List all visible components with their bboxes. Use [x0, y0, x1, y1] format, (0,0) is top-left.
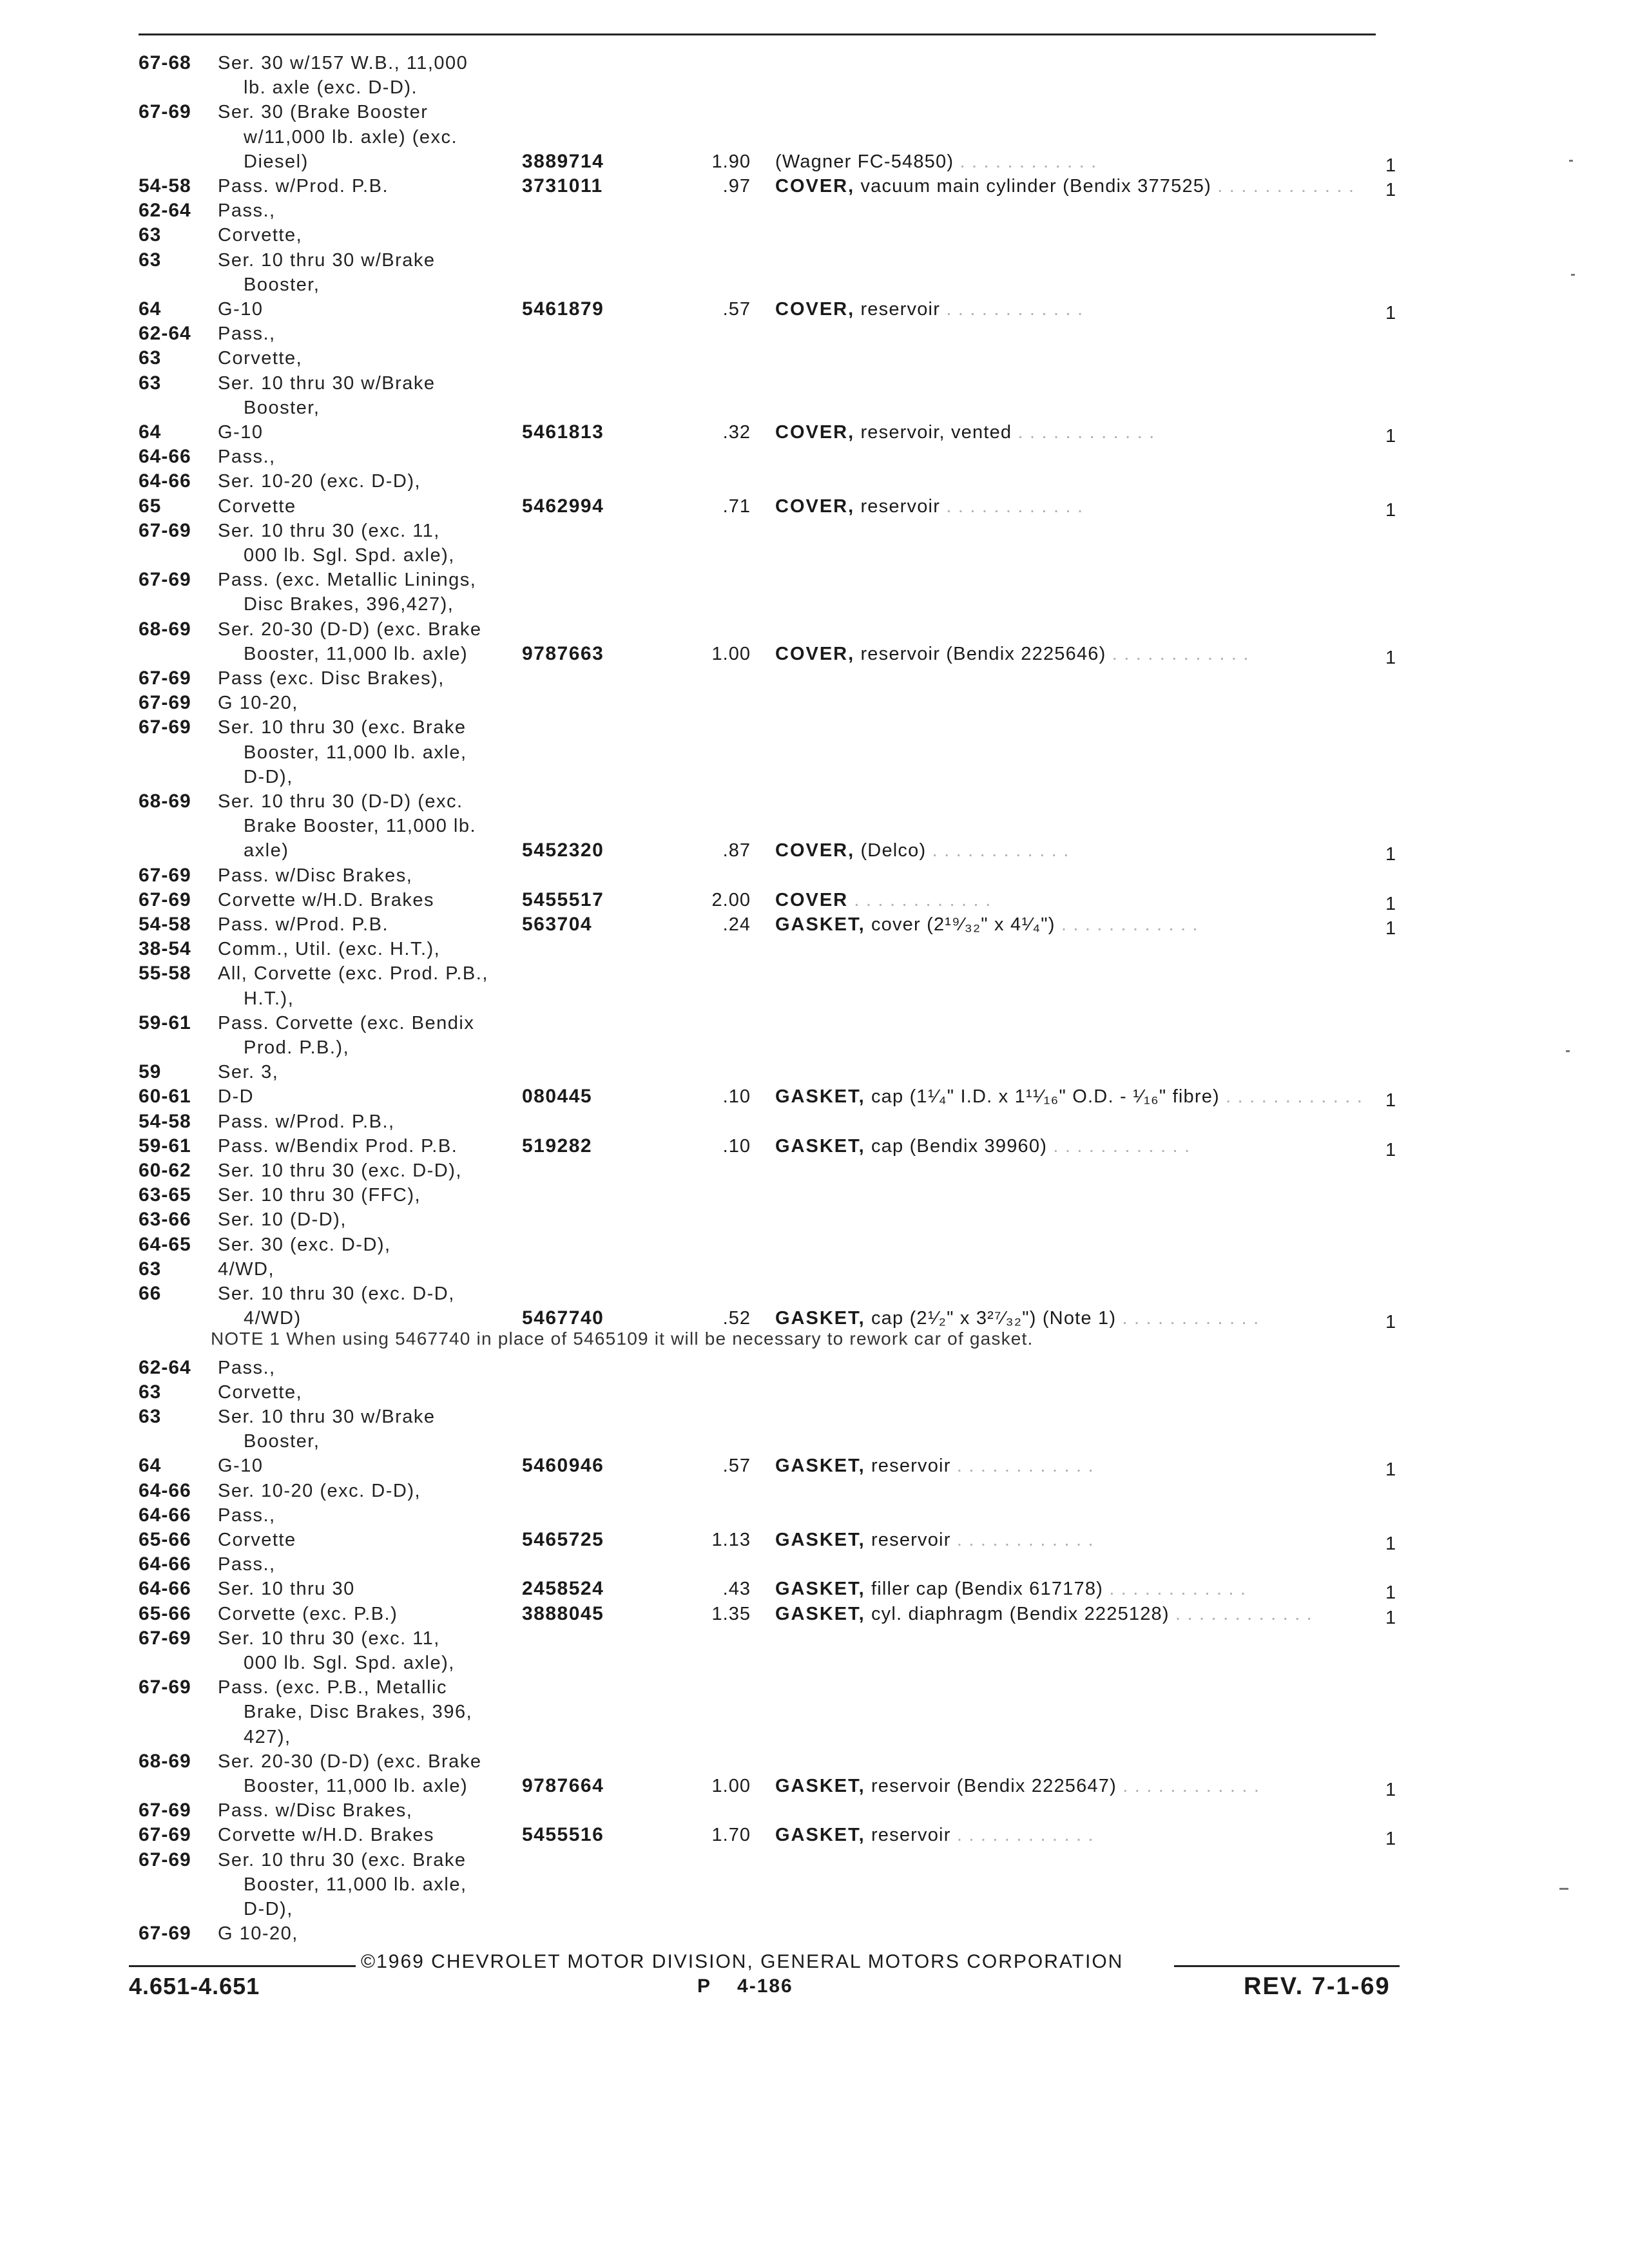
part-name [775, 840, 1069, 861]
part-detail: reservoir [871, 1825, 951, 1846]
application-text: Ser. 10-20 (exc. D-D), [218, 1480, 421, 1501]
part-name [775, 1136, 1190, 1157]
part-name-label: COVER, [775, 422, 855, 443]
application-text: Pass., [218, 1554, 276, 1575]
part-detail: vacuum main cylinder (Bendix 377525) [860, 176, 1211, 197]
model-years: 67-69 [139, 1923, 191, 1945]
application-text: All, Corvette (exc. Prod. P.B., [218, 963, 488, 985]
list-price: 1.00 [711, 643, 751, 664]
application-text: Ser. 10 thru 30 w/Brake [218, 372, 436, 394]
part-name-label: GASKET, [775, 1603, 865, 1624]
list-price: 1.35 [711, 1603, 751, 1624]
page-number: 4-186 [737, 1975, 793, 1997]
quantity: 1 [1385, 1139, 1396, 1160]
model-years: 64-66 [139, 446, 191, 468]
margin-speck [1559, 1888, 1568, 1890]
part-detail: (Delco) [860, 840, 927, 861]
model-years: 68-69 [139, 618, 191, 640]
part-name-label: GASKET, [775, 1825, 865, 1846]
model-years: 66 [139, 1283, 162, 1304]
application-text: axle) [244, 840, 289, 861]
model-years: 63-65 [139, 1184, 191, 1206]
part-detail: reservoir (Bendix 2225647) [871, 1776, 1117, 1796]
application-text: D-D), [244, 766, 293, 787]
list-price: .57 [722, 299, 751, 320]
application-text: 000 lb. Sgl. Spd. axle), [244, 1653, 455, 1673]
model-years: 62-64 [139, 323, 191, 345]
application-text: Pass. (exc. Metallic Linings, [218, 570, 477, 591]
part-number: 5461813 [522, 421, 604, 443]
copyright-text: ©1969 CHEVROLET MOTOR DIVISION, GENERAL MOTORS CORPORATION [361, 1951, 1124, 1972]
part-number: 9787664 [522, 1775, 604, 1796]
quantity: 1 [1385, 1780, 1396, 1800]
list-price: .24 [722, 914, 751, 935]
list-price: .71 [722, 495, 751, 517]
application-text: G 10-20, [218, 693, 298, 714]
model-years: 67-69 [139, 569, 191, 591]
list-price: 1.90 [711, 151, 751, 172]
part-number: 5461879 [522, 298, 604, 320]
part-detail: reservoir [860, 299, 941, 320]
model-years: 65-66 [139, 1602, 191, 1624]
model-years: 63 [139, 1258, 162, 1280]
leader-dots: . . . . . . . . . . . . [1055, 914, 1199, 935]
model-years: 54-58 [139, 1110, 191, 1132]
quantity: 1 [1385, 893, 1396, 914]
model-years: 63 [139, 347, 162, 369]
part-detail: reservoir (Bendix 2225646) [860, 643, 1106, 664]
model-years: 64-66 [139, 1504, 191, 1526]
application-text: Diesel) [244, 151, 309, 172]
application-text: Ser. 10 thru 30 (exc. Brake [218, 1849, 467, 1870]
application-text: Corvette, [218, 1381, 303, 1403]
application-text: 4/WD, [218, 1258, 275, 1280]
application-text: Booster, [244, 274, 320, 295]
part-detail: reservoir [871, 1530, 951, 1550]
application-text: Pass. (exc. P.B., Metallic [218, 1677, 447, 1698]
part-detail: cover (2¹⁹⁄₃₂" x 4¹⁄₄") [871, 914, 1055, 935]
revision-date: REV. 7-1-69 [1244, 1973, 1391, 2000]
footnote: NOTE 1 When using 5467740 in place of 5465109 it will be necessary to rework car of gasket. [211, 1329, 1034, 1349]
part-name [775, 914, 1199, 936]
part-detail: cyl. diaphragm (Bendix 2225128) [871, 1603, 1170, 1624]
list-price: .97 [722, 176, 751, 197]
application-text: w/11,000 lb. axle) (exc. [244, 126, 458, 148]
list-price: .10 [722, 1086, 751, 1108]
leader-dots: . . . . . . . . . . . . [950, 1825, 1094, 1846]
page-letter: P [697, 1975, 712, 1997]
application-text: Ser. 10 thru 30 w/Brake [218, 1407, 436, 1427]
model-years: 67-69 [139, 1824, 191, 1846]
application-text: Ser. 30 w/157 W.B., 11,000 [218, 53, 468, 73]
part-name [775, 1825, 1094, 1846]
part-name-label: GASKET, [775, 1086, 865, 1108]
quantity: 1 [1385, 499, 1396, 521]
model-years: 55-58 [139, 963, 191, 985]
application-text: Pass., [218, 1504, 276, 1526]
application-text: Ser. 10 thru 30 (exc. Brake [218, 717, 467, 738]
quantity: 1 [1385, 844, 1396, 865]
part-name [775, 151, 1097, 173]
part-number: 9787663 [522, 642, 604, 664]
margin-speck [1566, 1050, 1570, 1052]
part-name [775, 1086, 1363, 1108]
application-text: Ser. 10 thru 30 (FFC), [218, 1185, 421, 1206]
model-years: 60-61 [139, 1086, 191, 1108]
leader-dots: . . . . . . . . . . . . [1103, 1579, 1247, 1600]
application-text: Booster, 11,000 lb. axle) [244, 1776, 468, 1796]
part-name-label: COVER, [775, 495, 855, 517]
model-years: 63 [139, 1406, 162, 1427]
model-years: 59-61 [139, 1135, 191, 1157]
application-text: Ser. 10 thru 30 [218, 1579, 355, 1600]
application-text: Ser. 30 (Brake Booster [218, 102, 429, 123]
part-number: 5467740 [522, 1307, 604, 1329]
page-reference [697, 1975, 793, 1997]
model-years: 68-69 [139, 791, 191, 812]
part-name [775, 1776, 1260, 1797]
model-years: 63 [139, 224, 162, 246]
model-years: 68-69 [139, 1750, 191, 1772]
application-text: Ser. 30 (exc. D-D), [218, 1234, 391, 1255]
part-name-label: COVER, [775, 840, 855, 861]
leader-dots: . . . . . . . . . . . . [1169, 1603, 1313, 1624]
part-number: 2458524 [522, 1578, 604, 1600]
leader-dots: . . . . . . . . . . . . [940, 495, 1084, 517]
part-name [775, 1456, 1094, 1477]
part-name-label: COVER, [775, 643, 855, 664]
application-text: Corvette, [218, 348, 303, 369]
application-text: Disc Brakes, 396,427), [244, 594, 454, 615]
part-name-label: COVER [775, 889, 849, 910]
application-text: Prod. P.B.), [244, 1037, 350, 1058]
part-name-label: GASKET, [775, 1579, 865, 1600]
list-price: 1.13 [711, 1530, 751, 1550]
model-years: 67-69 [139, 864, 191, 886]
leader-dots: . . . . . . . . . . . . [940, 299, 1084, 320]
application-text: 4/WD) [244, 1308, 302, 1329]
model-years: 67-69 [139, 1849, 191, 1870]
footer-rule-left [129, 1965, 356, 1967]
part-name [775, 496, 1083, 517]
section-number: 4.651-4.651 [129, 1973, 260, 1999]
application-text: Corvette [218, 495, 296, 517]
model-years: 63 [139, 1381, 162, 1403]
list-price: .57 [722, 1456, 751, 1477]
model-years: 64 [139, 298, 162, 320]
model-years: 64-66 [139, 470, 191, 492]
application-text: Ser. 10-20 (exc. D-D), [218, 471, 421, 492]
part-number: 080445 [522, 1086, 593, 1108]
quantity: 1 [1385, 647, 1396, 668]
part-name [775, 1530, 1094, 1551]
application-text: Pass., [218, 200, 276, 222]
quantity: 1 [1385, 918, 1396, 939]
model-years: 67-69 [139, 519, 191, 541]
part-detail: reservoir, vented [860, 422, 1012, 443]
part-name-label: GASKET, [775, 914, 865, 935]
model-years: 54-58 [139, 175, 191, 197]
model-years: 67-69 [139, 716, 191, 738]
part-name [775, 1604, 1313, 1625]
part-number: 3888045 [522, 1602, 604, 1624]
part-name-label: GASKET, [775, 1308, 865, 1329]
part-number: 5460946 [522, 1455, 604, 1477]
model-years: 38-54 [139, 938, 191, 960]
leader-dots: . . . . . . . . . . . . [1116, 1308, 1260, 1329]
part-detail: cap (Bendix 39960) [871, 1135, 1048, 1157]
application-text: Corvette (exc. P.B.) [218, 1603, 398, 1624]
leader-dots: . . . . . . . . . . . . [854, 889, 992, 910]
application-text: Pass (exc. Disc Brakes), [218, 668, 445, 689]
list-price: 2.00 [711, 889, 751, 910]
part-name [775, 176, 1354, 197]
model-years: 63 [139, 249, 162, 271]
leader-dots: . . . . . . . . . . . . [1219, 1086, 1364, 1108]
model-years: 64-65 [139, 1233, 191, 1255]
application-text: Corvette w/H.D. Brakes [218, 1825, 434, 1846]
model-years: 67-69 [139, 1800, 191, 1821]
part-detail: reservoir [860, 495, 941, 517]
part-number: 563704 [522, 914, 593, 935]
application-text: Corvette, [218, 225, 303, 246]
footer-rule-right [1174, 1965, 1400, 1967]
application-text: Pass. w/Prod. P.B. [218, 914, 389, 935]
part-number: 519282 [522, 1135, 593, 1157]
list-price: .32 [722, 422, 751, 443]
list-price: .87 [722, 840, 751, 861]
application-text: Corvette w/H.D. Brakes [218, 889, 434, 910]
quantity: 1 [1385, 1607, 1396, 1628]
leader-dots: . . . . . . . . . . . . [950, 1530, 1094, 1550]
part-name-label: GASKET, [775, 1530, 865, 1550]
application-text: Booster, [244, 397, 320, 418]
quantity: 1 [1385, 1533, 1396, 1554]
application-text: Pass. w/Prod. P.B. [218, 176, 389, 197]
part-name-label: GASKET, [775, 1456, 865, 1477]
model-years: 54-58 [139, 914, 191, 935]
part-name-label: COVER, [775, 176, 855, 197]
part-number: 5452320 [522, 840, 604, 861]
part-number: 5455516 [522, 1824, 604, 1846]
part-detail: filler cap (Bendix 617178) [871, 1579, 1104, 1600]
leader-dots: . . . . . . . . . . . . [926, 840, 1070, 861]
part-name-label: GASKET, [775, 1776, 865, 1796]
application-text: Pass. w/Prod. P.B., [218, 1111, 395, 1132]
part-number: 3731011 [522, 175, 603, 197]
quantity: 1 [1385, 1582, 1396, 1604]
model-years: 59 [139, 1061, 162, 1083]
application-text: Brake, Disc Brakes, 396, [244, 1702, 473, 1723]
model-years: 65 [139, 495, 162, 517]
application-text: Ser. 10 thru 30 (exc. 11, [218, 520, 440, 541]
application-text: Pass. w/Disc Brakes, [218, 865, 413, 886]
model-years: 67-69 [139, 1627, 191, 1649]
leader-dots: . . . . . . . . . . . . [1012, 422, 1155, 443]
part-number: 3889714 [522, 150, 604, 172]
model-years: 67-69 [139, 101, 191, 123]
application-text: Booster, 11,000 lb. axle, [244, 742, 467, 763]
leader-dots: . . . . . . . . . . . . [950, 1456, 1094, 1477]
application-text: Brake Booster, 11,000 lb. [244, 816, 477, 837]
application-text: Ser. 20-30 (D-D) (exc. Brake [218, 619, 482, 640]
application-text: Pass. w/Disc Brakes, [218, 1800, 413, 1821]
part-name [775, 299, 1083, 320]
application-text: Pass., [218, 447, 276, 468]
part-name [775, 422, 1155, 443]
application-text: 000 lb. Sgl. Spd. axle), [244, 545, 455, 566]
application-text: Comm., Util. (exc. H.T.), [218, 939, 441, 960]
part-name-label: GASKET, [775, 1135, 865, 1157]
quantity: 1 [1385, 155, 1396, 176]
leader-dots: . . . . . . . . . . . . [954, 151, 1097, 172]
application-text: Ser. 10 thru 30 w/Brake [218, 249, 436, 271]
application-text: Ser. 3, [218, 1062, 279, 1083]
application-text: Booster, 11,000 lb. axle, [244, 1874, 467, 1895]
quantity: 1 [1385, 1312, 1396, 1333]
application-text: Corvette [218, 1530, 296, 1550]
list-price: 1.70 [711, 1825, 751, 1846]
model-years: 63-66 [139, 1209, 191, 1231]
application-text: G-10 [218, 422, 264, 443]
model-years: 67-69 [139, 692, 191, 714]
part-detail: cap (1¹⁄₄" I.D. x 1¹¹⁄₁₆" O.D. - ¹⁄₁₆" fibre) [871, 1086, 1220, 1108]
part-number: 5455517 [522, 889, 604, 910]
part-detail: (Wagner FC-54850) [775, 151, 954, 172]
model-years: 59-61 [139, 1012, 191, 1033]
application-text: Pass. w/Bendix Prod. P.B. [218, 1135, 458, 1157]
model-years: 67-69 [139, 668, 191, 689]
model-years: 64-66 [139, 1553, 191, 1575]
model-years: 64-66 [139, 1578, 191, 1600]
model-years: 60-62 [139, 1160, 191, 1181]
list-price: .43 [722, 1579, 751, 1600]
application-text: G-10 [218, 1456, 264, 1477]
application-text: Ser. 10 thru 30 (exc. D-D, [218, 1283, 455, 1304]
application-text: Booster, [244, 1431, 320, 1452]
list-price: .52 [722, 1308, 751, 1329]
part-detail: reservoir [871, 1456, 951, 1477]
application-text: Ser. 10 thru 30 (exc. D-D), [218, 1160, 462, 1181]
margin-speck [1571, 274, 1575, 276]
application-text: G-10 [218, 299, 264, 320]
model-years: 64 [139, 421, 162, 443]
quantity: 1 [1385, 303, 1396, 323]
model-years: 64 [139, 1455, 162, 1477]
part-name [775, 644, 1249, 665]
model-years: 67-68 [139, 52, 191, 73]
leader-dots: . . . . . . . . . . . . [1211, 176, 1355, 197]
top-rule [139, 34, 1376, 35]
part-detail: cap (2¹⁄₂" x 3²⁷⁄₃₂") (Note 1) [871, 1308, 1117, 1329]
application-text: Ser. 10 (D-D), [218, 1209, 347, 1231]
application-text: H.T.), [244, 988, 294, 1009]
part-name [775, 890, 991, 911]
model-years: 62-64 [139, 200, 191, 222]
model-years: 67-69 [139, 889, 191, 910]
application-text: D-D), [244, 1899, 293, 1919]
part-name [775, 1579, 1246, 1600]
model-years: 63 [139, 372, 162, 394]
margin-speck [1569, 160, 1573, 162]
quantity: 1 [1385, 1829, 1396, 1850]
application-text: D-D [218, 1086, 255, 1108]
application-text: Ser. 10 thru 30 (D-D) (exc. [218, 791, 463, 812]
application-text: 427), [244, 1726, 291, 1747]
quantity: 1 [1385, 1459, 1396, 1481]
application-text: Pass. Corvette (exc. Bendix [218, 1012, 475, 1033]
application-text: Ser. 20-30 (D-D) (exc. Brake [218, 1751, 482, 1772]
application-text: Pass., [218, 1357, 276, 1378]
model-years: 64-66 [139, 1479, 191, 1501]
application-text: Ser. 10 thru 30 (exc. 11, [218, 1628, 440, 1649]
application-text: Pass., [218, 323, 276, 345]
list-price: .10 [722, 1135, 751, 1157]
quantity: 1 [1385, 1090, 1396, 1111]
application-text: lb. axle (exc. D-D). [244, 77, 418, 99]
leader-dots: . . . . . . . . . . . . [1106, 643, 1249, 664]
model-years: 65-66 [139, 1529, 191, 1550]
part-name [775, 1308, 1259, 1329]
quantity: 1 [1385, 426, 1396, 447]
application-text: G 10-20, [218, 1923, 298, 1945]
leader-dots: . . . . . . . . . . . . [1116, 1776, 1260, 1796]
part-number: 5465725 [522, 1529, 604, 1550]
model-years: 67-69 [139, 1677, 191, 1698]
list-price: 1.00 [711, 1776, 751, 1796]
leader-dots: . . . . . . . . . . . . [1047, 1135, 1191, 1157]
part-name-label: COVER, [775, 299, 855, 320]
part-number: 5462994 [522, 495, 604, 517]
application-text: Booster, 11,000 lb. axle) [244, 643, 468, 664]
model-years: 62-64 [139, 1356, 191, 1378]
quantity: 1 [1385, 180, 1396, 200]
